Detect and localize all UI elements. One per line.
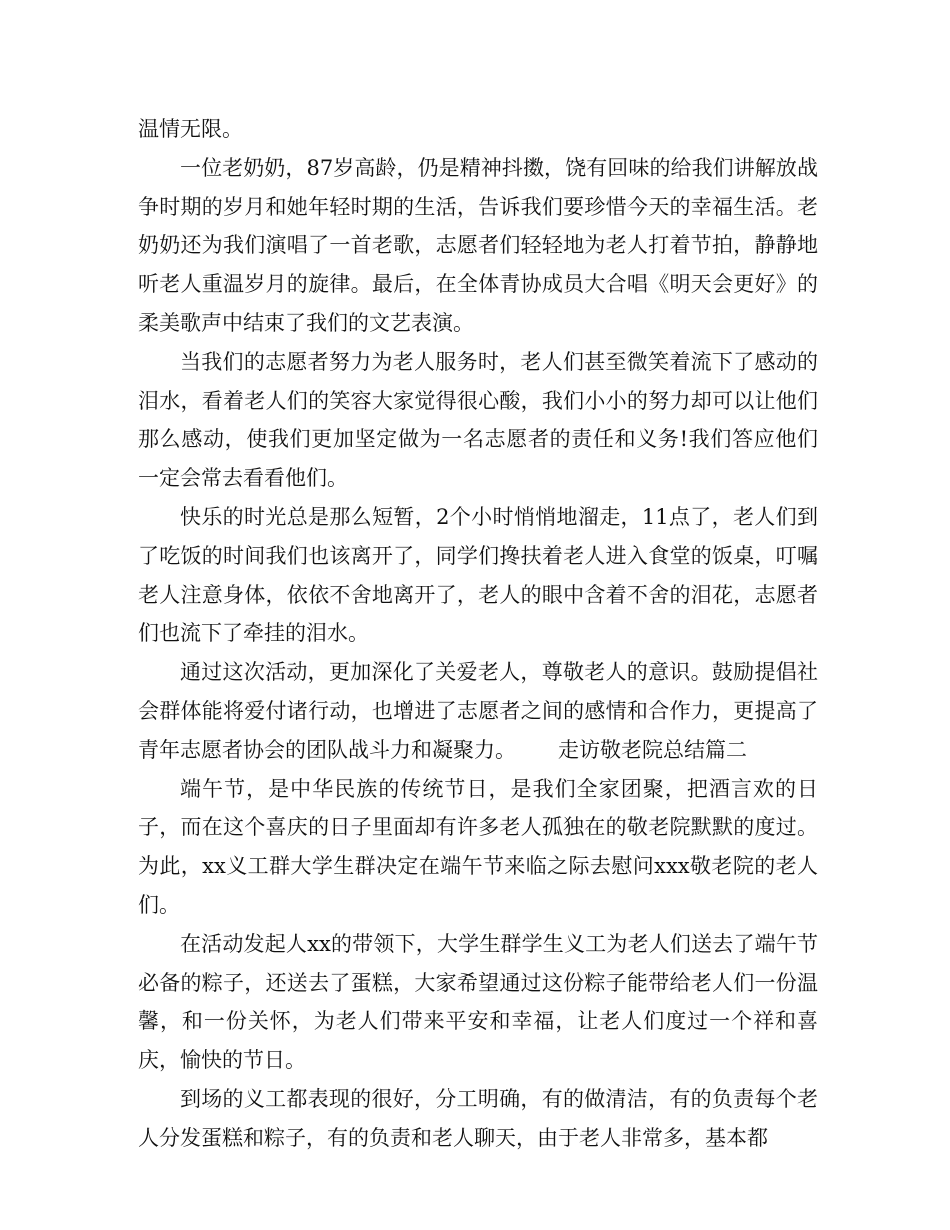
paragraph-1: 温情无限。 xyxy=(138,117,243,141)
paragraph-4: 快乐的时光总是那么短暂，2个小时悄悄地溜走，11点了，老人们到了吃饭的时间我们也该离开了，同学们搀扶着老人进入食堂的饭桌，叮嘱老人注意身体，依依不舍地离开了，老人的眼中含着不舍的泪花，志愿者们也流下了牵挂的泪水。 xyxy=(138,504,818,646)
paragraph-3: 当我们的志愿者努力为老人服务时，老人们甚至微笑着流下了感动的泪水，看着老人们的笑容大家觉得很心酸，我们小小的努力却可以让他们那么感动，使我们更加坚定做为一名志愿者的责任和义务!我们答应他们一定会常去看看他们。 xyxy=(138,349,818,491)
paragraph-2: 一位老奶奶，87岁高龄，仍是精神抖擞，饶有回味的给我们讲解放战争时期的岁月和她年轻时期的生活，告诉我们要珍惜今天的幸福生活。老奶奶还为我们演唱了一首老歌，志愿者们轻轻地为老人打着节拍，静静地听老人重温岁月的旋律。最后，在全体青协成员大合唱《明天会更好》的柔美歌声中结束了我们的文艺表演。 xyxy=(138,155,818,335)
paragraph-8: 到场的义工都表现的很好，分工明确，有的做清洁，有的负责每个老人分发蛋糕和粽子，有的负责和老人聊天，由于老人非常多，基本都 xyxy=(138,1086,818,1150)
paragraph-5-text: 通过这次活动，更加深化了关爱老人，尊敬老人的意识。鼓励提倡社会群体能将爱付诸行动，也增进了志愿者之间的感情和合作力，更提高了青年志愿者协会的团队战斗力和凝聚力。 xyxy=(138,660,818,762)
paragraph-7: 在活动发起人xx的带领下，大学生群学生义工为老人们送去了端午节必备的粽子，还送去了蛋糕，大家希望通过这份粽子能带给老人们一份温馨，和一份关怀，为老人们带来平安和幸福，让老人们度过一个祥和喜庆，愉快的节日。 xyxy=(138,931,818,1073)
paragraph-6: 端午节，是中华民族的传统节日，是我们全家团聚，把酒言欢的日子，而在这个喜庆的日子里面却有许多老人孤独在的敬老院默默的度过。为此，xx义工群大学生群决定在端午节来临之际去慰问xxx敬老院的老人们。 xyxy=(138,776,818,917)
paragraph-5 xyxy=(138,653,818,769)
document-body xyxy=(138,110,818,1158)
section-heading-part-2: 走访敬老院总结篇二 xyxy=(558,737,747,762)
